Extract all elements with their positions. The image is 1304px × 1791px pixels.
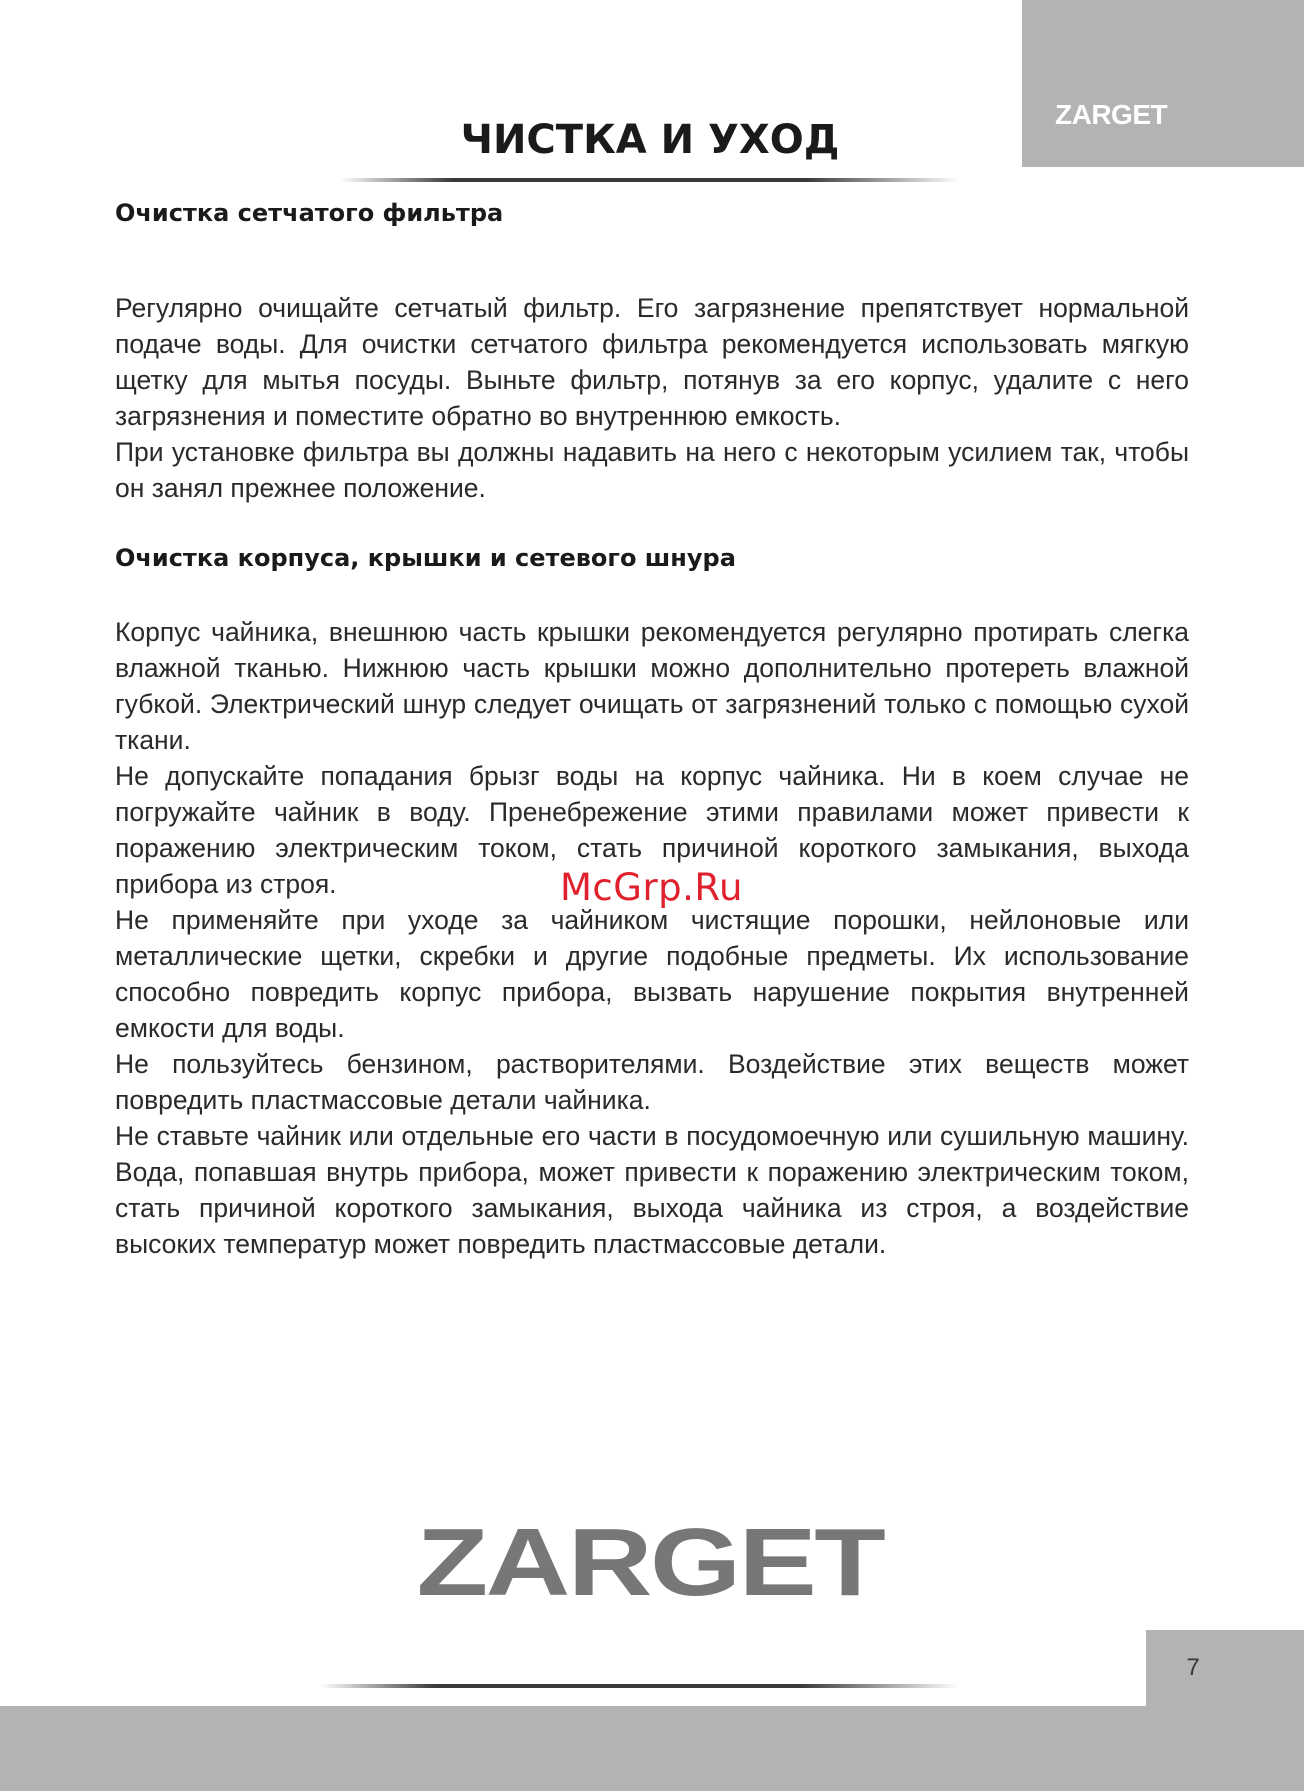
page-number: 7 [1186, 1654, 1200, 1681]
section-heading-body: Очистка корпуса, крышки и сетевого шнура [115, 544, 736, 572]
corner-tab [1022, 0, 1304, 167]
paragraph: Корпус чайника, внешнюю часть крышки рекомендуется регулярно протирать слегка влажной тканью. Нижнюю часть крышки можно дополнительно протереть влажной губкой. Электрический шнур следует очищать от загрязнений только с помощью сухой ткани. [115, 617, 1189, 755]
paragraph: Регулярно очищайте сетчатый фильтр. Его загрязнение препятствует нормальной подаче воды. Для очистки сетчатого фильтра рекомендуется использовать мягкую щетку для мытья посуды. Выньте фильтр, потянув за его корпус, удалите с него загрязнения и поместите обратно во внутреннюю емкость. [115, 293, 1189, 431]
footer-divider [320, 1684, 960, 1688]
page-title: ЧИСТКА И УХОД [460, 117, 840, 163]
paragraph: При установке фильтра вы должны надавить на него с некоторым усилием так, чтобы он занял прежнее положение. [115, 437, 1189, 503]
paragraph: Не допускайте попадания брызг воды на корпус чайника. Ни в коем случае не погружайте чайник в воду. Пренебрежение этими правилами может привести к поражению электрическим током, стать причиной короткого замыкания, выхода прибора из строя. [115, 761, 1189, 899]
paragraph: Не ставьте чайник или отдельные его части в посудомоечную или сушильную машину. Вода, попавшая внутрь прибора, может привести к поражению электрическим током, стать причиной короткого замыкания, выхода чайника из строя, а воздействие высоких температур может повредить пластмассовые детали. [115, 1121, 1189, 1259]
watermark: McGrp.Ru [560, 866, 743, 909]
section-body-body [115, 614, 1189, 1262]
section-heading-filter: Очистка сетчатого фильтра [115, 199, 504, 227]
paragraph: Не пользуйтесь бензином, растворителями. Воздействие этих веществ может повредить пластмассовые детали чайника. [115, 1049, 1189, 1115]
footer-bar [0, 1706, 1146, 1791]
header-brand-logo: ZARGET [1055, 99, 1168, 130]
page-number-tab [1146, 1630, 1304, 1791]
section-body-filter [115, 290, 1189, 506]
title-divider [340, 178, 960, 182]
footer-brand-logo: ZARGET [416, 1509, 884, 1616]
paragraph: Не применяйте при уходе за чайником чистящие порошки, нейлоновые или металлические щетки, скребки и другие подобные предметы. Их использование способно повредить корпус прибора, вызвать нарушение покрытия внутренней емкости для воды. [115, 905, 1189, 1043]
